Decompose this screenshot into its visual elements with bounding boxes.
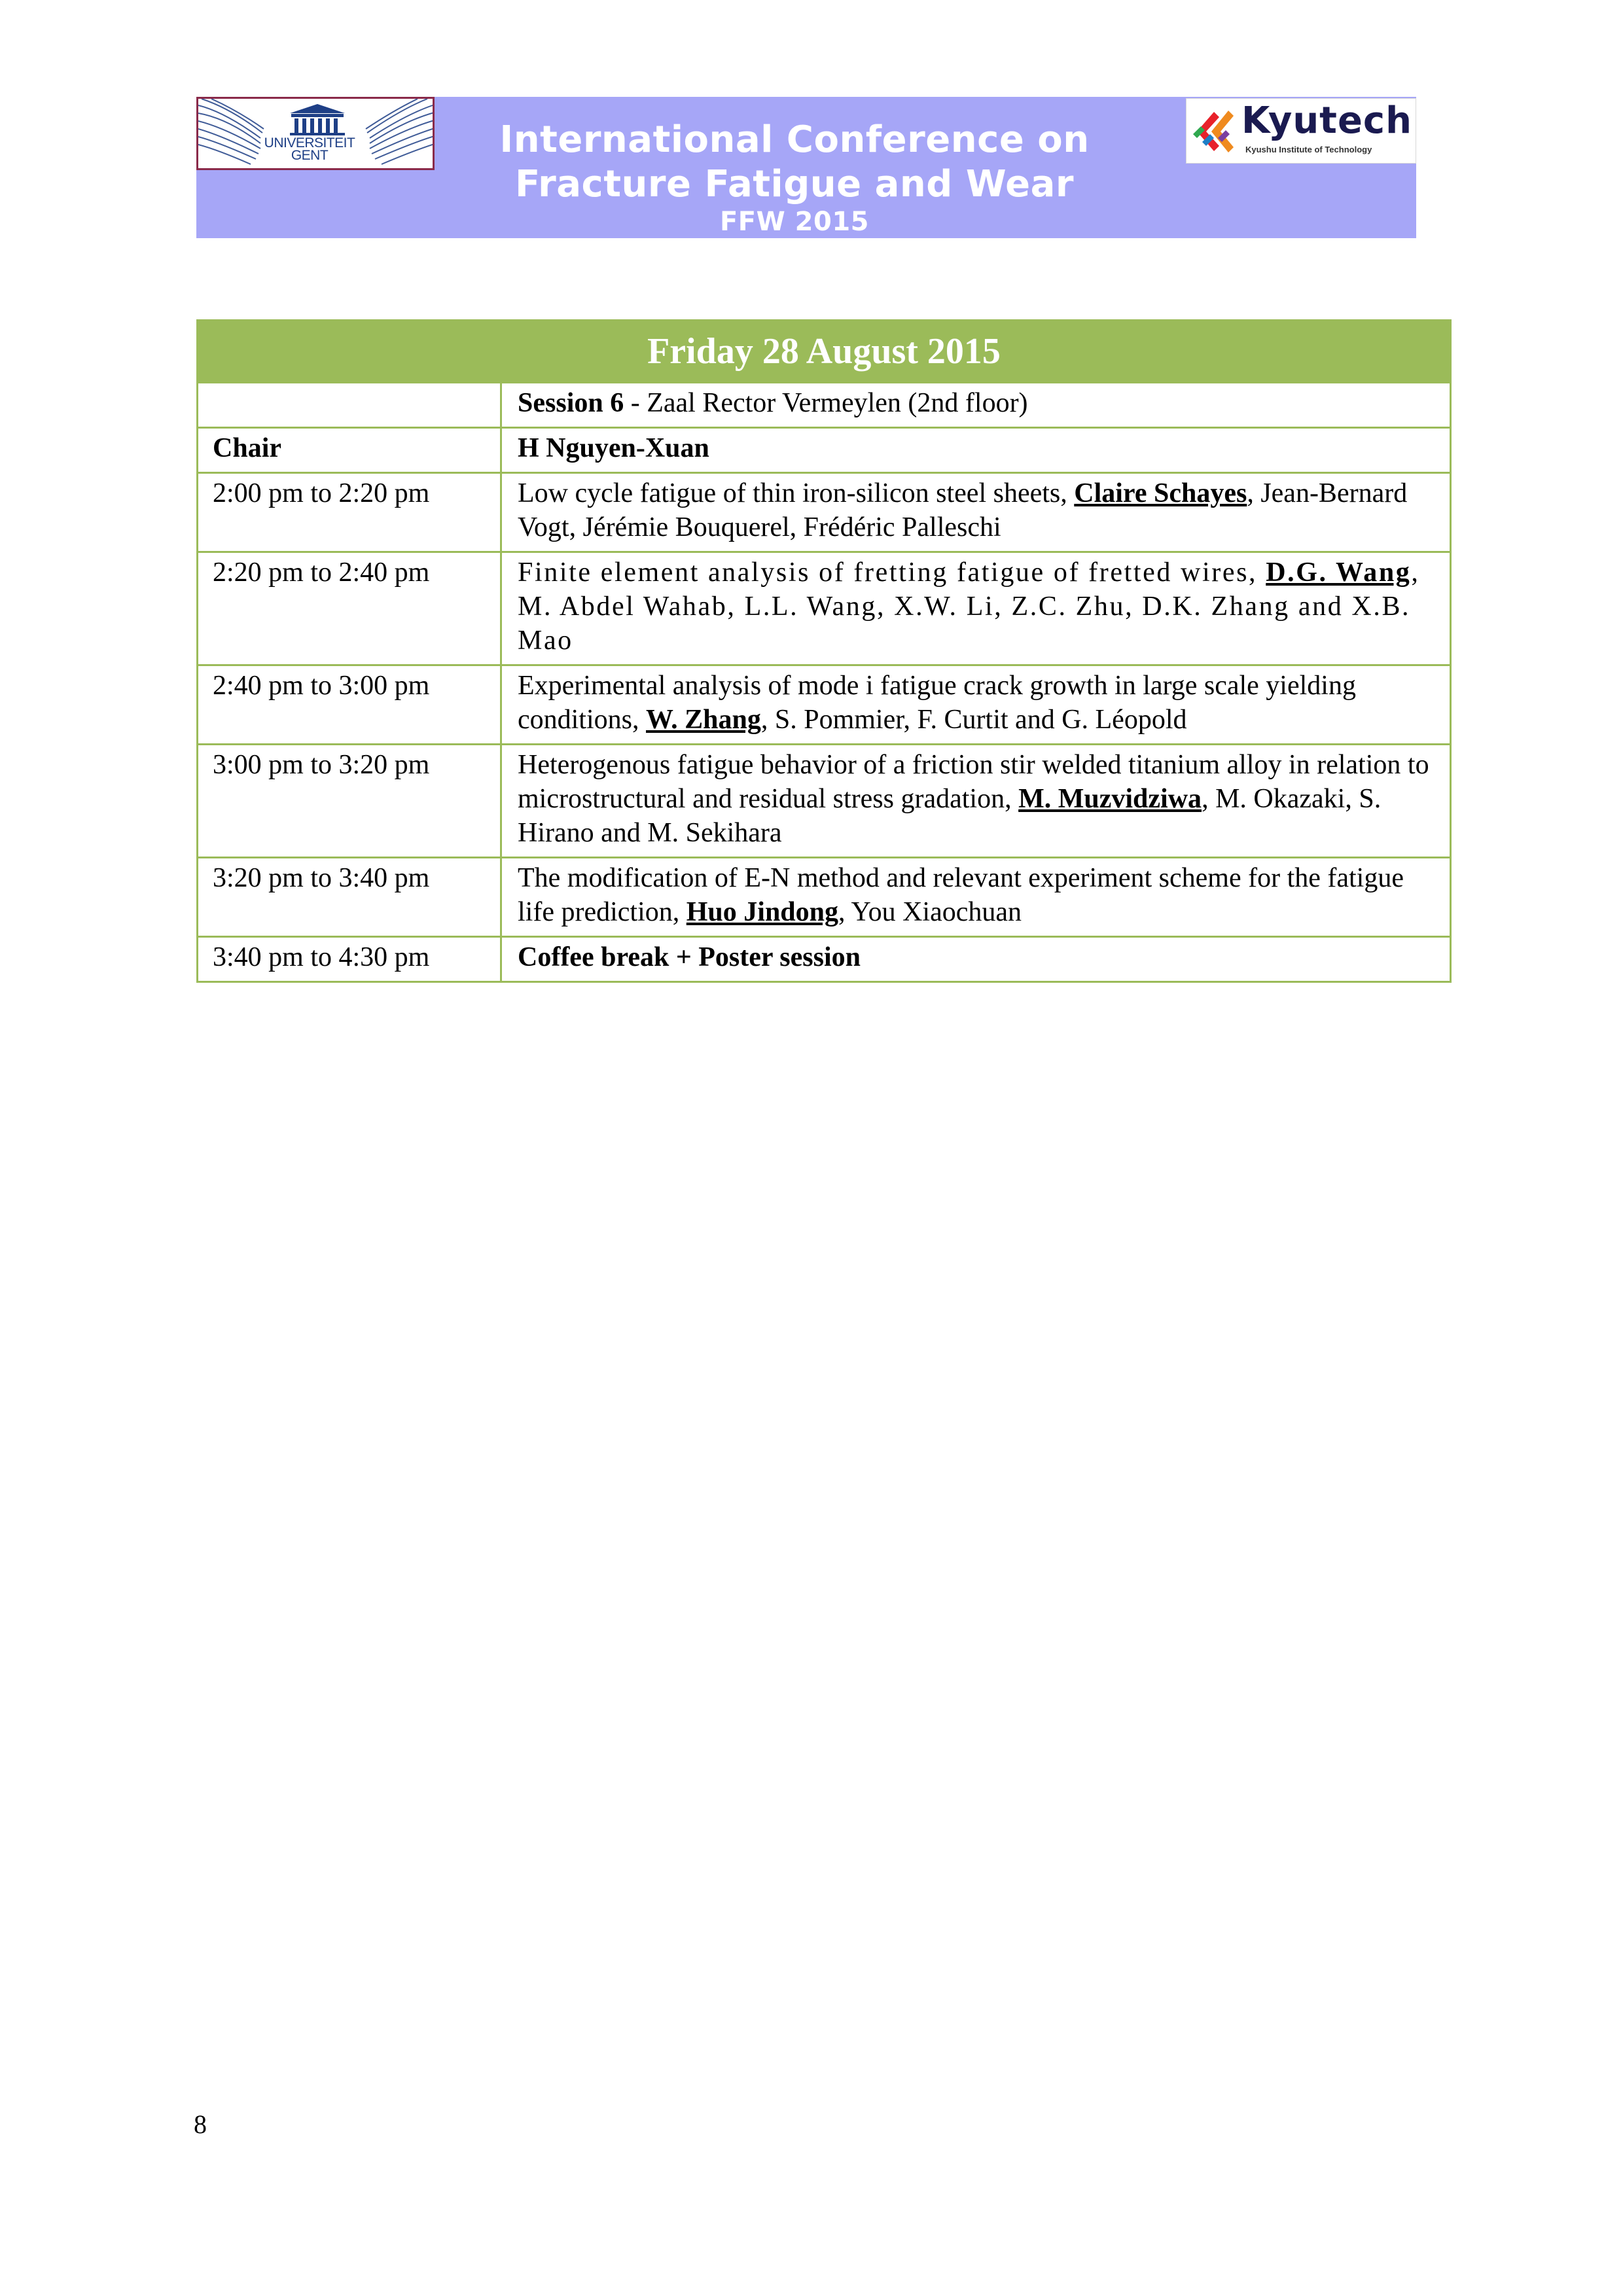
talk-presenter: W. Zhang [646,705,761,735]
kyutech-wordmark: Kyutech [1241,99,1412,142]
talk-title: Heterogenous fatigue behavior of a friction stir welded titanium alloy in relation to microstructural and residual stress gradation, [518,750,1429,814]
talk-row [198,473,1451,552]
talk-row [198,745,1451,858]
conference-title-line: International Conference on [499,118,1090,161]
break-row [198,937,1451,982]
kyutech-emblem-icon [1192,105,1241,158]
kyutech-logo [1186,98,1416,164]
chair-label: Chair [198,428,501,473]
talk-description [501,665,1451,745]
session-location: - Zaal Rector Vermeylen (2nd floor) [624,388,1028,418]
talk-coauthors: , Jean-Bernard Vogt, Jérémie Bouquerel, Frédéric Palleschi [518,478,1408,542]
day-heading: Friday 28 August 2015 [198,321,1451,383]
talk-time: 2:20 pm to 2:40 pm [198,552,501,665]
talk-presenter: Huo Jindong [686,897,839,927]
conference-edition: FFW 2015 [719,207,870,237]
talk-time: 3:20 pm to 3:40 pm [198,858,501,937]
talk-presenter: M. Muzvidziwa [1018,784,1202,814]
university-logo-text: UNIVERSITEIT GENT [264,135,355,163]
talk-row [198,665,1451,745]
talk-description [501,552,1451,665]
chair-name: H Nguyen-Xuan [501,428,1451,473]
talk-time: 2:00 pm to 2:20 pm [198,473,501,552]
kyutech-subtitle: Kyushu Institute of Technology [1245,145,1372,154]
talk-coauthors: , S. Pommier, F. Curtit and G. Léopold [760,705,1187,735]
empty-cell [198,383,501,428]
break-time: 3:40 pm to 4:30 pm [198,937,501,982]
talk-time: 3:00 pm to 3:20 pm [198,745,501,858]
university-building-icon [290,104,345,135]
session-label: Session 6 [518,388,624,418]
break-label: Coffee break + Poster session [501,937,1451,982]
talk-title: The modification of E-N method and relevant experiment scheme for the fatigue life prediction, [518,863,1404,927]
talk-coauthors: , M. Okazaki, S. Hirano and M. Sekihara [518,784,1382,848]
chair-row [198,428,1451,473]
talk-coauthors: , You Xiaochuan [838,897,1022,927]
conference-title-line: Fracture Fatigue and Wear [514,163,1075,205]
talk-presenter: Claire Schayes [1074,478,1247,508]
universiteit-gent-logo [196,97,435,170]
conference-title [435,118,1154,237]
talk-title: Experimental analysis of mode i fatigue crack growth in large scale yielding conditions, [518,671,1356,735]
talk-presenter: D.G. Wang [1266,557,1412,588]
session-info [501,383,1451,428]
talk-title: Finite element analysis of fretting fatigue of fretted wires, [518,557,1266,588]
talk-title: Low cycle fatigue of thin iron-silicon steel sheets, [518,478,1075,508]
session-row [198,383,1451,428]
conference-banner [196,97,1416,238]
schedule-table [196,319,1452,983]
talk-row [198,858,1451,937]
talk-description [501,858,1451,937]
talk-time: 2:40 pm to 3:00 pm [198,665,501,745]
talk-description [501,473,1451,552]
talk-description [501,745,1451,858]
page-number: 8 [194,2110,207,2139]
talk-row [198,552,1451,665]
talk-coauthors: , M. Abdel Wahab, L.L. Wang, X.W. Li, Z.C. Zhu, D.K. Zhang and X.B. Mao [518,557,1420,656]
day-heading-row [198,321,1451,383]
